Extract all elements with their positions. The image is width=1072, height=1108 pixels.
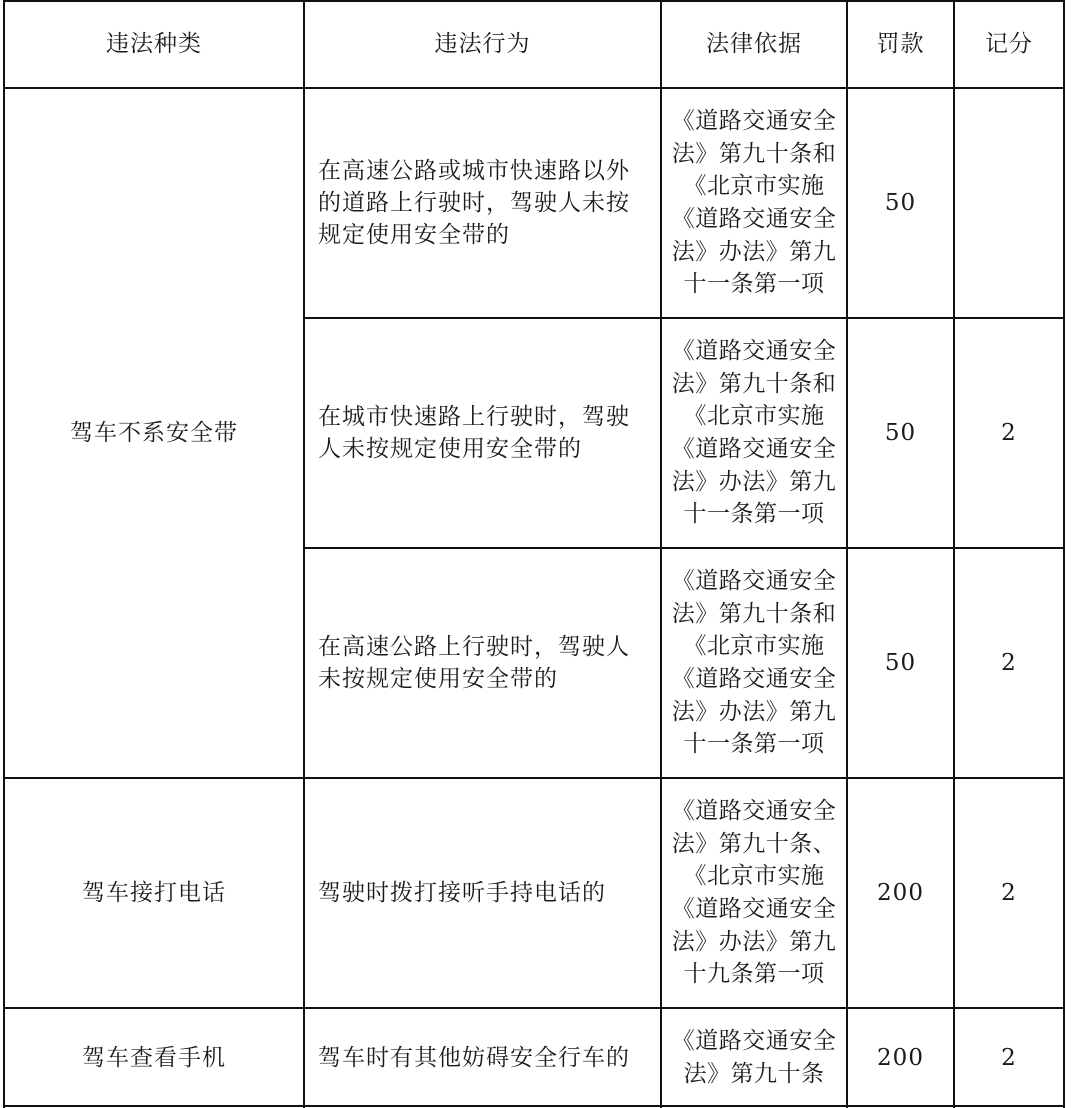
header-category: 违法种类 xyxy=(106,31,202,57)
behavior-text: 驾车时有其他妨碍安全行车的 xyxy=(318,1045,630,1071)
law-text: 《道路交通安全法》第九十条、《北京市实施《道路交通安全法》办法》第九十九条第一项 xyxy=(671,798,837,988)
table-row-4-fine: 200 xyxy=(877,880,924,906)
table-row-4-behavior xyxy=(304,778,661,1008)
header-points: 记分 xyxy=(985,31,1033,57)
table-row-5-behavior xyxy=(304,1008,661,1108)
behavior-text: 在高速公路或城市快速路以外的道路上行驶时，驾驶人未按规定使用安全带的 xyxy=(318,158,630,248)
grid-line xyxy=(3,777,1065,779)
header-fine: 罚款 xyxy=(876,31,925,57)
table-row-2-fine: 50 xyxy=(884,420,917,446)
grid-line xyxy=(303,547,1065,549)
table-row-2-behavior xyxy=(304,318,661,548)
behavior-text: 在城市快速路上行驶时，驾驶人未按规定使用安全带的 xyxy=(318,404,630,462)
table-row-5-fine: 200 xyxy=(877,1045,924,1071)
grid-line xyxy=(3,0,1065,2)
law-text: 《道路交通安全法》第九十条和《北京市实施《道路交通安全法》办法》第九十一条第一项 xyxy=(671,568,837,758)
table-row-1-fine: 50 xyxy=(884,190,917,216)
table-row-4-law xyxy=(661,778,847,1008)
table-row-3-points: 2 xyxy=(1001,650,1017,676)
category-seatbelt: 驾车不系安全带 xyxy=(70,420,238,446)
table-row-2-law xyxy=(661,318,847,548)
law-text: 《道路交通安全法》第九十条和《北京市实施《道路交通安全法》办法》第九十一条第一项 xyxy=(671,338,837,528)
table-row-3-law xyxy=(661,548,847,778)
table-row-4-points: 2 xyxy=(1001,880,1017,906)
grid-line xyxy=(1063,0,1065,1108)
category-phone-view: 驾车查看手机 xyxy=(82,1045,226,1071)
grid-line xyxy=(846,0,848,1108)
grid-line xyxy=(953,0,955,1108)
grid-line xyxy=(3,1007,1065,1009)
table-row-1-points xyxy=(954,88,1064,318)
grid-line xyxy=(3,1105,1065,1107)
law-text: 《道路交通安全法》第九十条和《北京市实施《道路交通安全法》办法》第九十一条第一项 xyxy=(671,108,837,298)
table-row-3-behavior xyxy=(304,548,661,778)
table-row-2-points: 2 xyxy=(1001,420,1017,446)
table-row-5-points: 2 xyxy=(1001,1045,1017,1071)
behavior-text: 在高速公路上行驶时，驾驶人未按规定使用安全带的 xyxy=(318,634,630,692)
header-behavior: 违法行为 xyxy=(434,31,531,57)
category-phone-call: 驾车接打电话 xyxy=(82,880,226,906)
grid-line xyxy=(3,87,1065,89)
law-text: 《道路交通安全法》第九十条 xyxy=(671,1028,837,1087)
grid-line xyxy=(660,0,662,1108)
behavior-text: 驾驶时拨打接听手持电话的 xyxy=(318,880,606,906)
grid-line xyxy=(3,0,5,1108)
header-law: 法律依据 xyxy=(706,31,802,57)
table-row-1-law xyxy=(661,88,847,318)
grid-line xyxy=(303,0,305,1108)
table-row-3-fine: 50 xyxy=(884,650,917,676)
table-row-5-law xyxy=(661,1008,847,1108)
table-row-1-behavior xyxy=(304,88,661,318)
grid-line xyxy=(303,317,1065,319)
